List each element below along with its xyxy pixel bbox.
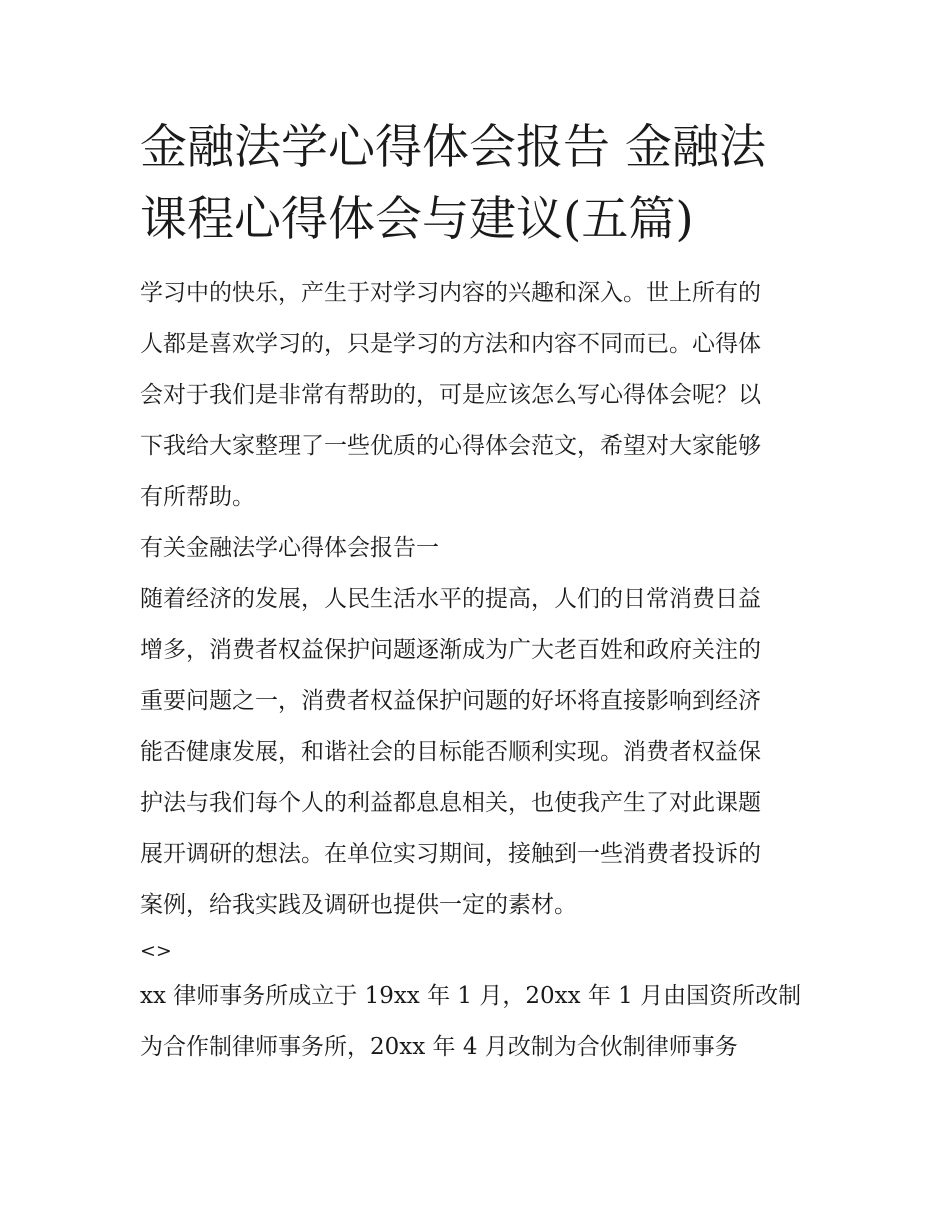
body-line-5: 护法与我们每个人的利益都息息相关，也使我产生了对此课题 [140, 790, 761, 816]
placeholder-marker: <> [140, 940, 172, 962]
body-paragraph [140, 574, 820, 931]
body-line-6: 展开调研的想法。在单位实习期间，接触到一些消费者投诉的 [140, 841, 761, 867]
document-title [140, 112, 820, 256]
title-line-2: 课程心得体会与建议(五篇) [140, 192, 694, 247]
closing-paragraph [140, 971, 820, 1073]
body-line-2: 增多，消费者权益保护问题逐渐成为广大老百姓和政府关注的 [140, 637, 761, 663]
intro-line-1: 学习中的快乐，产生于对学习内容的兴趣和深入。世上所有的 [140, 280, 761, 306]
body-line-1: 随着经济的发展，人民生活水平的提高，人们的日常消费日益 [140, 586, 761, 612]
document-content [140, 112, 820, 1073]
intro-line-4: 下我给大家整理了一些优质的心得体会范文，希望对大家能够 [140, 433, 761, 459]
section-heading: 有关金融法学心得体会报告一 [140, 535, 439, 561]
closing-line-2: 为合作制律师事务所，20xx 年 4 月改制为合伙制律师事务 [140, 1034, 738, 1060]
intro-line-2: 人都是喜欢学习的，只是学习的方法和内容不同而已。心得体 [140, 331, 761, 357]
body-line-7: 案例，给我实践及调研也提供一定的素材。 [140, 892, 577, 918]
title-line-1: 金融法学心得体会报告 金融法 [140, 120, 766, 175]
intro-line-3: 会对于我们是非常有帮助的，可是应该怎么写心得体会呢？以 [140, 382, 761, 408]
intro-paragraph [140, 268, 820, 523]
closing-line-1: xx 律师事务所成立于 19xx 年 1 月，20xx 年 1 月由国资所改制 [140, 983, 802, 1009]
intro-line-5: 有所帮助。 [140, 484, 255, 510]
body-line-3: 重要问题之一，消费者权益保护问题的好坏将直接影响到经济 [140, 688, 761, 714]
body-line-4: 能否健康发展，和谐社会的目标能否顺利实现。消费者权益保 [140, 739, 761, 765]
